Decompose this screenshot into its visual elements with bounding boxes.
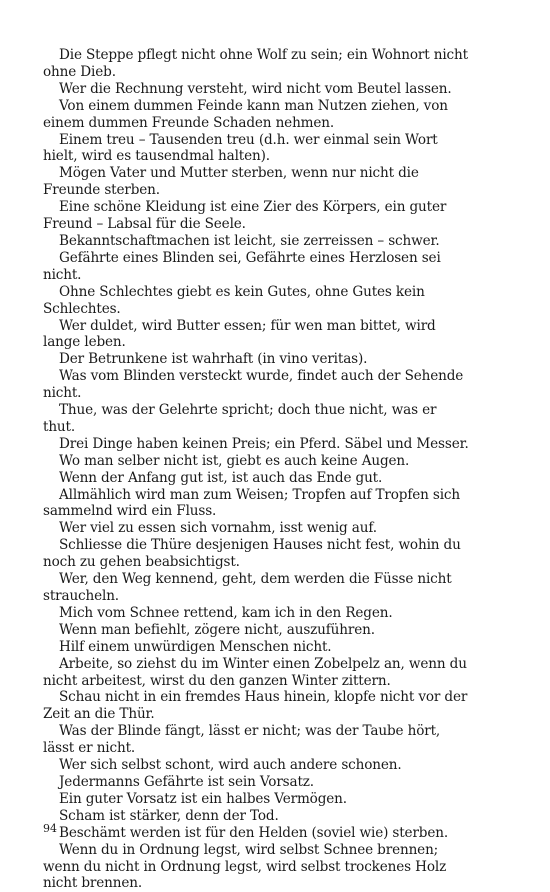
proverb: Der Betrunkene ist wahrhaft (in vino veritas). (59, 351, 368, 368)
proverb: Mögen Vater und Mutter sterben, wenn nur nicht die Freunde sterben. (43, 165, 419, 199)
proverb: Wenn du in Ordnung legst, wird selbst Schnee brennen; wenn du nicht in Ordnung legst, wird selbst trockenes Holz nicht brennen. (43, 841, 447, 892)
proverb: Wo man selber nicht ist, giebt es auch keine Augen. (59, 452, 410, 469)
proverb: Jedermanns Gefährte ist sein Vorsatz. (59, 773, 314, 790)
proverb: Wer die Rechnung versteht, wird nicht vom Beutel lassen. (59, 80, 452, 97)
proverb: Wer, den Weg kennend, geht, dem werden die Füsse nicht straucheln. (43, 571, 452, 604)
proverb: Gefährte eines Blinden sei, Gefährte eines Herzlosen sei nicht. (43, 249, 441, 283)
proverb: Bekanntschaftmachen ist leicht, sie zerreissen – schwer. (59, 232, 440, 249)
proverb: Wer duldet, wird Butter essen; für wen man bittet, wird lange leben. (43, 317, 436, 351)
proverb: Allmählich wird man zum Weisen; Tropfen auf Tropfen sich sammelnd wird ein Fluss. (43, 486, 460, 520)
proverb: Drei Dinge haben keinen Preis; ein Pferd. Säbel und Messer. (59, 435, 469, 452)
page-number: 94 (43, 822, 57, 835)
proverb: Von einem dummen Feinde kann man Nutzen ziehen, von einem dummen Freunde Schaden nehmen. (43, 97, 448, 131)
proverb: Wer sich selbst schont, wird auch andere schonen. (59, 757, 402, 774)
proverb: Wer viel zu essen sich vornahm, isst wenig auf. (59, 520, 377, 537)
proverb: Eine schöne Kleidung ist eine Zier des Körpers, ein guter Freund – Labsal für die Seele. (43, 199, 447, 233)
proverb: Schau nicht in ein fremdes Haus hinein, klopfe nicht vor der Zeit an die Thür. (43, 689, 468, 723)
proverb: Was vom Blinden versteckt wurde, findet auch der Sehende nicht. (43, 368, 464, 402)
proverb: Beschämt werden ist für den Helden (soviel wie) sterben. (59, 824, 449, 841)
proverb: Hilf einem unwürdigen Menschen nicht. (59, 638, 332, 655)
proverb: Mich vom Schnee rettend, kam ich in den Regen. (59, 604, 393, 621)
proverb: Wenn man befiehlt, zögere nicht, auszuführen. (59, 621, 375, 638)
proverb: Die Steppe pflegt nicht ohne Wolf zu sein; ein Wohnort nicht ohne Dieb. (43, 47, 468, 80)
proverb: Ein guter Vorsatz ist ein halbes Vermögen. (59, 790, 347, 807)
proverb: Wenn der Anfang gut ist, ist auch das Ende gut. (59, 469, 383, 486)
proverb: Was der Blinde fängt, lässt er nicht; was der Taube hört, lässt er nicht. (43, 723, 441, 757)
proverb: Ohne Schlechtes giebt es kein Gutes, ohne Gutes kein Schlechtes. (43, 283, 425, 317)
proverb: Thue, was der Gelehrte spricht; doch thue nicht, was er thut. (43, 402, 437, 435)
proverb: Scham ist stärker, denn der Tod. (59, 807, 279, 824)
page-body (43, 47, 470, 892)
proverb: Schliesse die Thüre desjenigen Hauses nicht fest, wohin du noch zu gehen beabsichtigst. (43, 537, 461, 571)
proverb: Arbeite, so ziehst du im Winter einen Zobelpelz an, wenn du nicht arbeitest, wirst du den ganzen Winter zittern. (43, 655, 467, 689)
proverb: Einem treu – Tausenden treu (d.h. wer einmal sein Wort hielt, wird es tausendmal halten). (43, 131, 438, 165)
